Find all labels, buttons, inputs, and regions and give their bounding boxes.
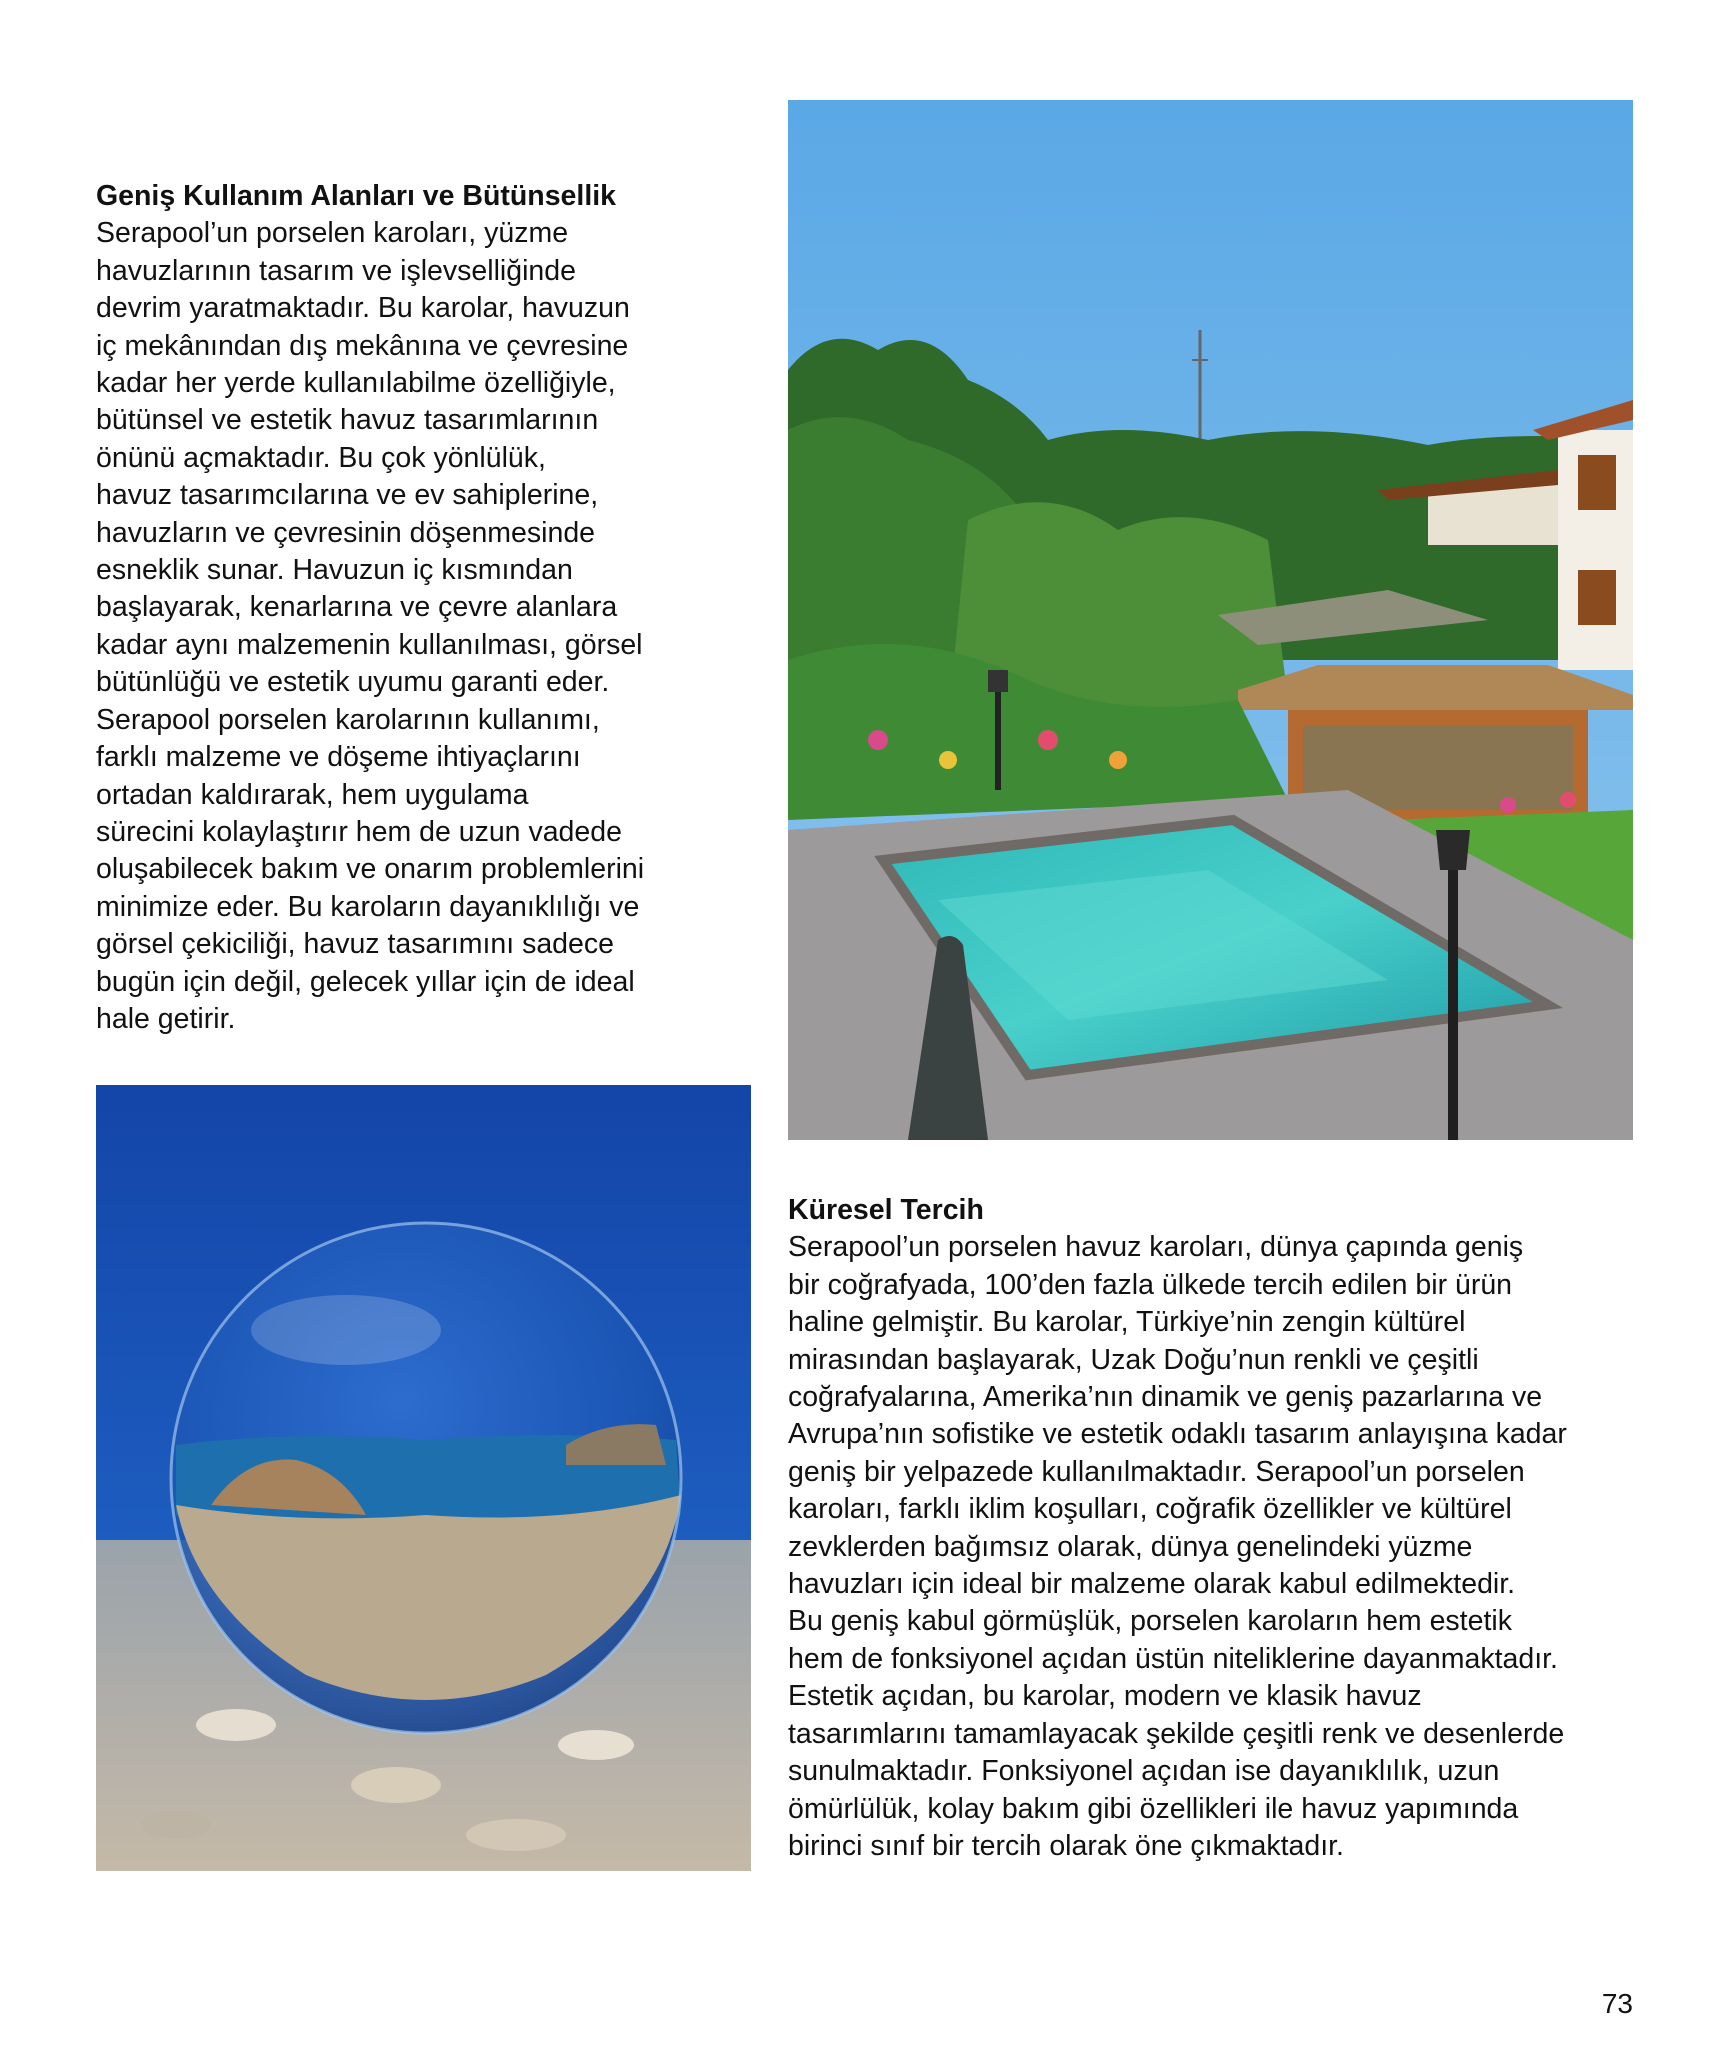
body-line: karoları, farklı iklim koşulları, coğrafik özellikler ve kültürel <box>788 1493 1512 1526</box>
section-body <box>788 1229 1638 1865</box>
body-line: Avrupa’nın sofistike ve estetik odaklı tasarım anlayışına kadar <box>788 1418 1567 1451</box>
body-line: kadar her yerde kullanılabilme özelliğiyle, <box>96 367 616 400</box>
body-line: devrim yaratmaktadır. Bu karolar, havuzun <box>96 292 630 325</box>
body-line: önünü açmaktadır. Bu çok yönlülük, <box>96 441 546 474</box>
body-line: Serapool’un porselen karoları, yüzme <box>96 217 569 250</box>
body-line: Serapool’un porselen havuz karoları, dünya çapında geniş <box>788 1231 1524 1264</box>
body-line: hale getirir. <box>96 1002 236 1035</box>
body-line: haline gelmiştir. Bu karolar, Türkiye’nin zengin kültürel <box>788 1306 1466 1339</box>
section-heading: Geniş Kullanım Alanları ve Bütünsellik <box>96 180 616 212</box>
section-general-use <box>96 178 716 1038</box>
body-line: mirasından başlayarak, Uzak Doğu’nun renkli ve çeşitli <box>788 1343 1479 1376</box>
page-number: 73 <box>1601 1988 1633 2019</box>
body-line: oluşabilecek bakım ve onarım problemlerini <box>96 853 645 886</box>
body-line: tasarımlarını tamamlayacak şekilde çeşitli renk ve desenlerde <box>788 1717 1565 1750</box>
body-line: bugün için değil, gelecek yıllar için de ideal <box>96 965 635 998</box>
body-line: Bu geniş kabul görmüşlük, porselen karoların hem estetik <box>788 1605 1512 1638</box>
body-line: minimize eder. Bu karoların dayanıklılığı ve <box>96 890 640 923</box>
body-line: bir coğrafyada, 100’den fazla ülkede tercih edilen bir ürün <box>788 1268 1513 1301</box>
section-body <box>96 215 716 1038</box>
body-line: iç mekânından dış mekânına ve çevresine <box>96 329 629 362</box>
body-line: hem de fonksiyonel açıdan üstün niteliklerine dayanmaktadır. <box>788 1642 1558 1675</box>
body-line: kadar aynı malzemenin kullanılması, görsel <box>96 628 643 661</box>
body-line: birinci sınıf bir tercih olarak öne çıkmaktadır. <box>788 1829 1344 1862</box>
body-line: farklı malzeme ve döşeme ihtiyaçlarını <box>96 741 581 774</box>
body-line: sürecini kolaylaştırır hem de uzun vadede <box>96 815 622 848</box>
pool-villa-photo <box>788 100 1633 1140</box>
body-line: havuzların ve çevresinin döşenmesinde <box>96 516 596 549</box>
body-line: ortadan kaldırarak, hem uygulama <box>96 778 529 811</box>
crystal-ball-photo <box>96 1085 751 1871</box>
body-line: coğrafyalarına, Amerika’nın dinamik ve geniş pazarlarına ve <box>788 1381 1543 1414</box>
body-line: havuz tasarımcılarına ve ev sahiplerine, <box>96 479 599 512</box>
body-line: geniş bir yelpazede kullanılmaktadır. Serapool’un porselen <box>788 1455 1525 1488</box>
body-line: bütünlüğü ve estetik uyumu garanti eder. <box>96 666 610 699</box>
body-line: havuzlarının tasarım ve işlevselliğinde <box>96 254 576 287</box>
body-line: Estetik açıdan, bu karolar, modern ve klasik havuz <box>788 1680 1422 1713</box>
body-line: bütünsel ve estetik havuz tasarımlarının <box>96 404 599 437</box>
body-line: esneklik sunar. Havuzun iç kısmından <box>96 554 573 587</box>
body-line: zevklerden bağımsız olarak, dünya genelindeki yüzme <box>788 1530 1473 1563</box>
body-line: havuzları için ideal bir malzeme olarak kabul edilmektedir. <box>788 1568 1516 1601</box>
body-line: Serapool porselen karolarının kullanımı, <box>96 703 600 736</box>
section-heading: Küresel Tercih <box>788 1194 984 1226</box>
body-line: başlayarak, kenarlarına ve çevre alanlara <box>96 591 618 624</box>
body-line: ömürlülük, kolay bakım gibi özellikleri ile havuz yapımında <box>788 1792 1519 1825</box>
body-line: görsel çekiciliği, havuz tasarımını sadece <box>96 928 614 961</box>
section-global-choice <box>788 1192 1638 1865</box>
body-line: sunulmaktadır. Fonksiyonel açıdan ise dayanıklılık, uzun <box>788 1755 1500 1788</box>
